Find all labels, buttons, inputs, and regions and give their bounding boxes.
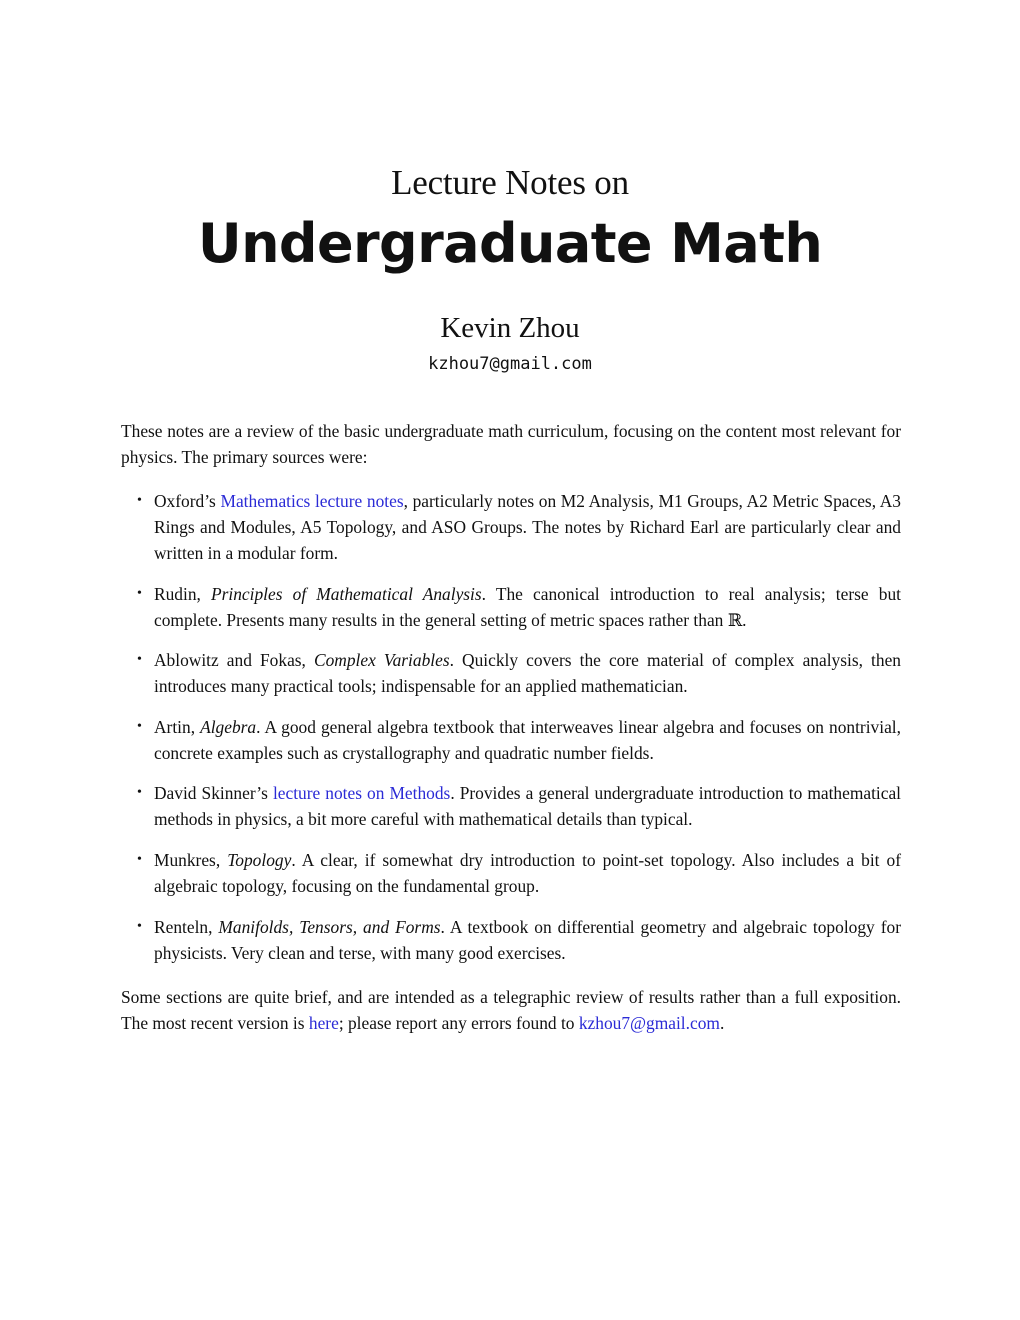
list-item — [121, 647, 901, 699]
list-item — [121, 780, 901, 832]
list-item — [121, 847, 901, 899]
source-description: . A good general algebra textbook that interweaves linear algebra and focuses on nontrivial, concrete examples such as crystallography and quadratic number fields. — [154, 716, 901, 763]
sources-list — [121, 488, 901, 980]
bullet-icon: • — [137, 585, 142, 601]
contact-email-link[interactable]: kzhou7@gmail.com — [578, 1013, 720, 1033]
closing-paragraph — [121, 984, 901, 1036]
source-author: Rudin, — [154, 583, 201, 604]
methods-notes-link[interactable]: lecture notes on Methods — [272, 783, 451, 804]
intro-paragraph: These notes are a review of the basic undergraduate math curriculum, focusing on the content most relevant for physics. The primary sources were: — [121, 421, 901, 467]
source-author: David Skinner’s — [154, 783, 268, 804]
list-item — [121, 581, 901, 633]
source-description: . Provides a general undergraduate introduction to mathematical methods in physics, a bit more careful with mathematical details than typical. — [154, 783, 901, 830]
list-item — [121, 714, 901, 766]
bullet-icon: • — [137, 918, 142, 934]
list-item — [121, 914, 901, 966]
source-book-title: Manifolds, Tensors, and Forms — [218, 916, 441, 937]
source-author: Ablowitz and Fokas, — [154, 650, 306, 671]
closing-text-part: ; please report any errors found to — [338, 1013, 579, 1033]
author-name: Kevin Zhou — [440, 312, 580, 344]
source-book-title: Topology — [227, 849, 292, 870]
oxford-notes-link[interactable]: Mathematics lecture notes — [220, 491, 404, 511]
source-author: Munkres, — [154, 849, 221, 870]
bullet-icon: • — [137, 718, 142, 734]
source-description: . Quickly covers the core material of complex analysis, then introduces many practical tools; indispensable for an applied mathematician. — [154, 650, 901, 697]
source-book-title: Principles of Mathematical Analysis — [211, 583, 482, 604]
closing-text-part: . — [719, 1013, 725, 1033]
source-description: . The canonical introduction to real analysis; terse but complete. Presents many results in the general setting of metric spaces rather than ℝ. — [154, 583, 901, 630]
bullet-icon: • — [137, 493, 142, 508]
source-book-title: Complex Variables — [314, 650, 450, 671]
page-title: Undergraduate Math — [197, 212, 823, 275]
source-author: Oxford’s — [154, 491, 216, 511]
list-item — [121, 488, 901, 566]
latest-version-link[interactable]: here — [308, 1013, 339, 1033]
source-description: . A textbook on differential geometry and algebraic topology for physicists. Very clean and terse, with many good exercises. — [154, 916, 901, 963]
closing-text-part: Some sections are quite brief, and are intended as a telegraphic review of results rather than a full exposition. The most recent version is — [121, 987, 901, 1033]
bullet-icon: • — [137, 785, 142, 801]
bullet-icon: • — [137, 652, 142, 668]
title-prefix: Lecture Notes on — [391, 163, 629, 202]
source-description: , particularly notes on M2 Analysis, M1 Groups, A2 Metric Spaces, A3 Rings and Modules, A5 Topology, and ASO Groups. The notes by Richard Earl are particularly clear and written in a modular form. — [154, 491, 901, 563]
source-book-title: Algebra — [200, 716, 257, 737]
source-author: Renteln, — [154, 916, 213, 937]
author-email: kzhou7@gmail.com — [428, 354, 592, 374]
source-description: . A clear, if somewhat dry introduction to point-set topology. Also includes a bit of algebraic topology, focusing on the fundamental group. — [154, 849, 901, 896]
bullet-icon: • — [137, 851, 142, 867]
source-author: Artin, — [154, 716, 196, 737]
